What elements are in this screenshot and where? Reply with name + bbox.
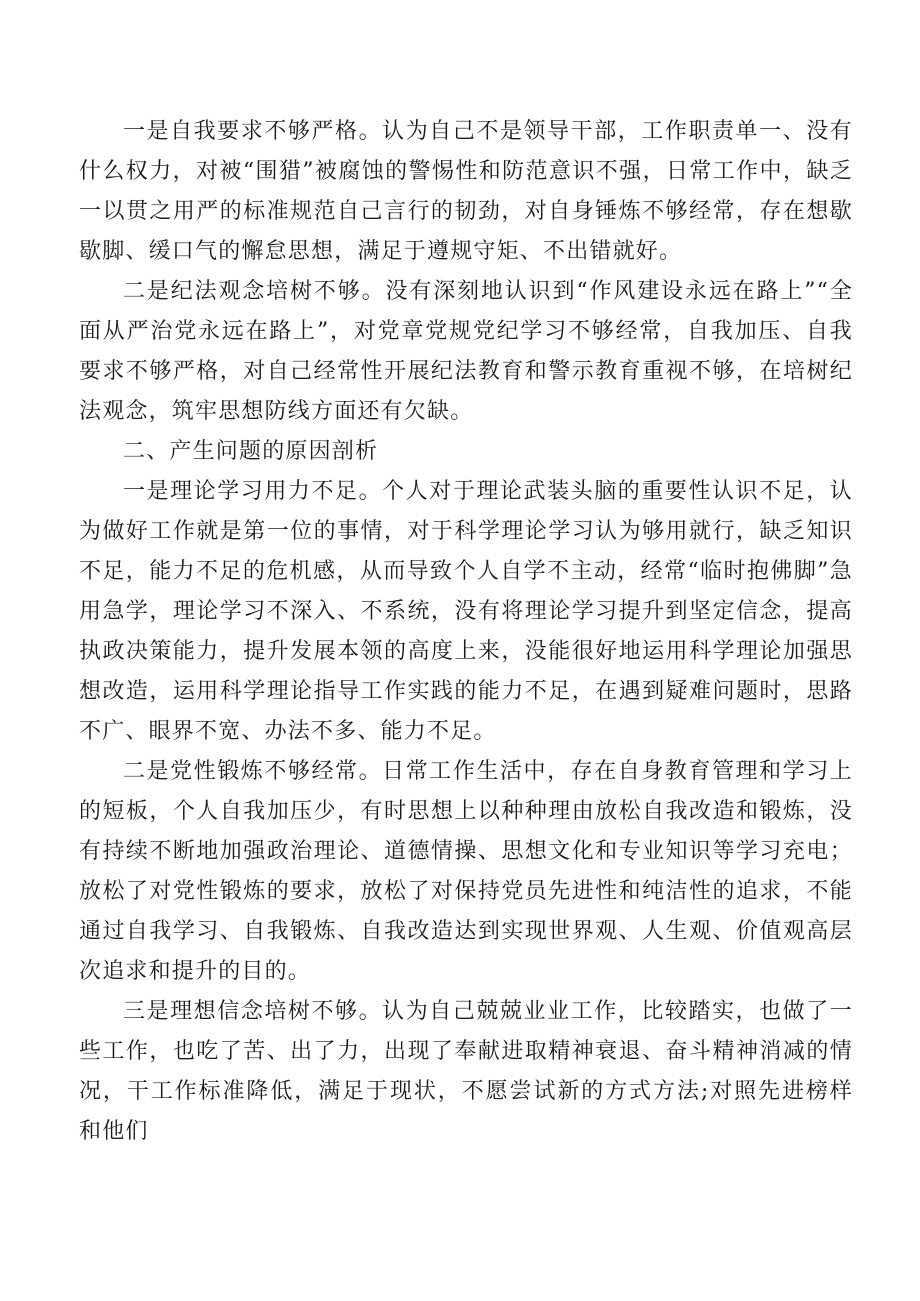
section-heading-cause-analysis: 二、产生问题的原因剖析 — [123, 439, 379, 464]
paragraph-party-spirit: 二是党性锻炼不够经常。日常工作生活中，存在自身教育管理和学习上的短板，个人自我加压少，有时思想上以种种理由放松自我改造和锻炼，没有持续不断地加强政治理论、道德情操、思想文化和专业知识等学习充电；放松了对党性锻炼的要求，放松了对保持党员先进性和纯洁性的追求，不能通过自我学习、自我锻炼、自我改造达到实现世界观、人生观、价值观高层次追求和提升的目的。 — [79, 759, 853, 984]
paragraph-self-requirement: 一是自我要求不够严格。认为自己不是领导干部，工作职责单一、没有什么权力，对被“围猎”被腐蚀的警惕性和防范意识不强，日常工作中，缺乏一以贯之用严的标准规范自己言行的韧劲，对自身锤炼不够经常，存在想歇歇脚、缓口气的懈怠思想，满足于遵规守矩、不出错就好。 — [79, 119, 853, 264]
paragraph-ideals-beliefs: 三是理想信念培树不够。认为自己兢兢业业工作，比较踏实，也做了一些工作，也吃了苦、出了力，出现了奉献进取精神衰退、奋斗精神消减的情况，干工作标准降低，满足于现状，不愿尝试新的方式方法;对照先进榜样和他们 — [79, 999, 853, 1144]
document-body — [79, 112, 853, 1152]
paragraph-discipline-concept: 二是纪法观念培树不够。没有深刻地认识到“作风建设永远在路上”“全面从严治党永远在路上”，对党章党规党纪学习不够经常，自我加压、自我要求不够严格，对自己经常性开展纪法教育和警示教育重视不够，在培树纪法观念，筑牢思想防线方面还有欠缺。 — [79, 279, 853, 424]
paragraph-theory-study: 一是理论学习用力不足。个人对于理论武装头脑的重要性认识不足，认为做好工作就是第一位的事情，对于科学理论学习认为够用就行，缺乏知识不足，能力不足的危机感，从而导致个人自学不主动，经常“临时抱佛脚”急用急学，理论学习不深入、不系统，没有将理论学习提升到坚定信念，提高执政决策能力，提升发展本领的高度上来，没能很好地运用科学理论加强思想改造，运用科学理论指导工作实践的能力不足，在遇到疑难问题时，思路不广、眼界不宽、办法不多、能力不足。 — [79, 479, 853, 744]
